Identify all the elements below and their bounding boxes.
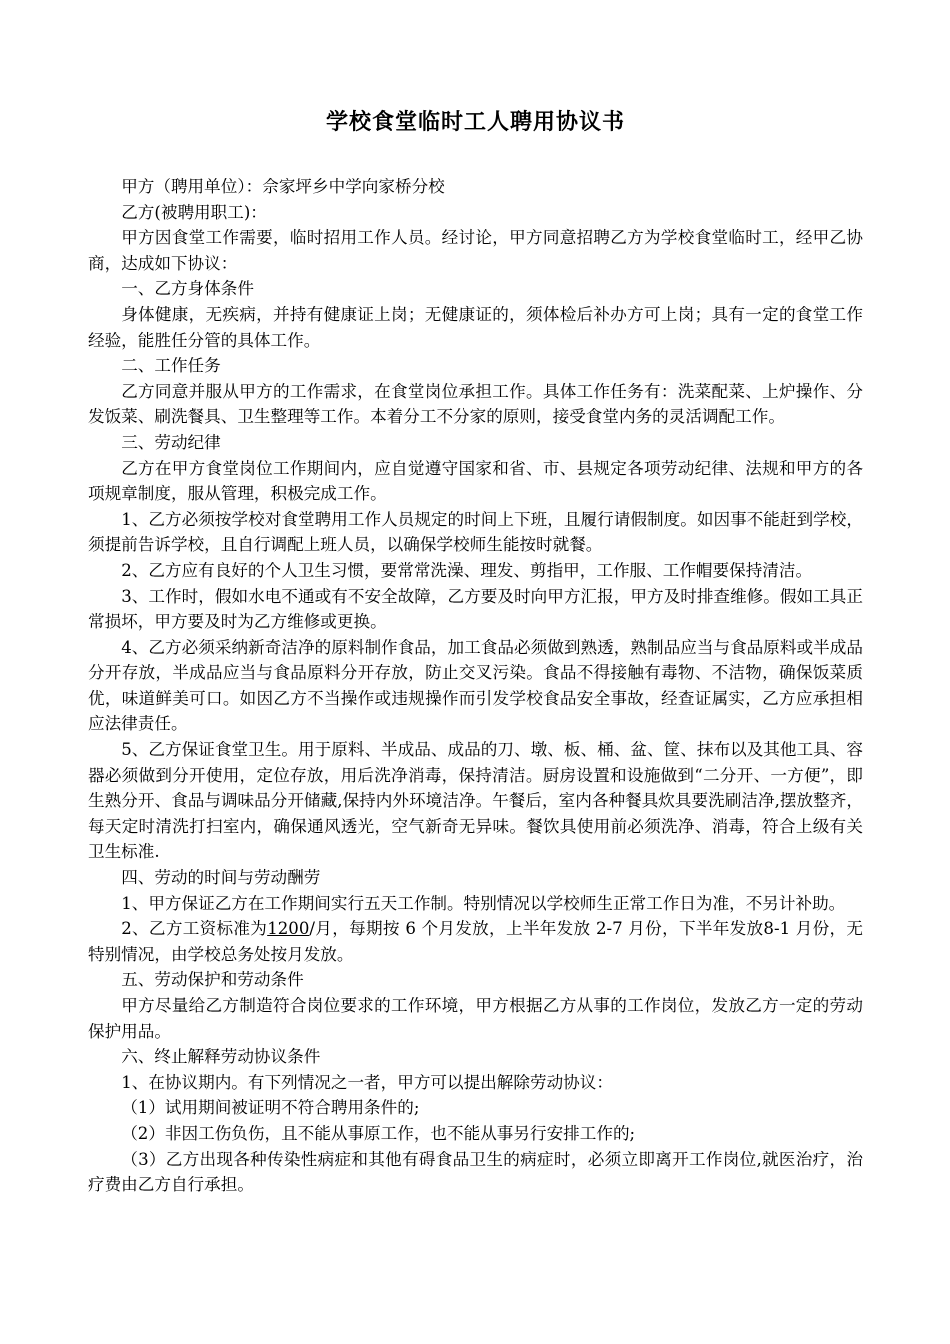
section-2-text: 乙方同意并服从甲方的工作需求，在食堂岗位承担工作。具体工作任务有：洗菜配菜、上炉操作、分发饭菜、刷洗餐具、卫生整理等工作。本着分工不分家的原则，接受食堂内务的灵活调配工作。 [88, 381, 863, 427]
wage-amount: 1200 [267, 919, 310, 939]
section-4-item-1: 1、甲方保证乙方在工作期间实行五天工作制。特别情况以学校师生正常工作日为准，不另计补助。 [121, 893, 846, 913]
section-1-heading: 一、乙方身体条件 [121, 279, 254, 299]
section-6-item-1: 1、在协议期内。有下列情况之一者，甲方可以提出解除劳动协议： [121, 1072, 613, 1092]
wage-prefix: 2、乙方工资标准为 [121, 919, 268, 939]
section-6-sub-2: （2）非因工伤负伤，且不能从事原工作，也不能从事另行安排工作的; [121, 1123, 636, 1143]
section-3-heading: 三、劳动纪律 [121, 432, 221, 452]
section-6-sub-3: （3）乙方出现各种传染性病症和其他有碍食品卫生的病症时，必须立即离开工作岗位,就医治疗，治疗费由乙方自行承担。 [88, 1149, 863, 1195]
section-3-text: 乙方在甲方食堂岗位工作期间内，应自觉遵守国家和省、市、县规定各项劳动纪律、法规和甲方的各项规章制度，服从管理，积极完成工作。 [88, 458, 863, 504]
section-6-sub-1: （1）试用期间被证明不符合聘用条件的; [121, 1098, 420, 1118]
intro-paragraph: 甲方因食堂工作需要，临时招用工作人员。经讨论，甲方同意招聘乙方为学校食堂临时工，经甲乙协商，达成如下协议： [88, 228, 863, 273]
section-6-heading: 六、终止解释劳动协议条件 [121, 1047, 321, 1067]
section-3-item-4: 4、乙方必须采纳新奇洁净的原料制作食品，加工食品必须做到熟透，熟制品应当与食品原料或半成品分开存放，半成品应当与食品原料分开存放，防止交叉污染。食品不得接触有毒物、不洁物，确保饭菜质优，味道鲜美可口。如因乙方不当操作或违规操作而引发学校食品安全事故，经查证属实，乙方应承担相应法律责任。 [88, 637, 863, 734]
section-5-text: 甲方尽量给乙方制造符合岗位要求的工作环境，甲方根据乙方从事的工作岗位，发放乙方一定的劳动保护用品。 [88, 996, 863, 1041]
party-b: 乙方(被聘用职工)： [121, 202, 267, 222]
section-1-text: 身体健康，无疾病，并持有健康证上岗；无健康证的，须体检后补办方可上岗；具有一定的食堂工作经验，能胜任分管的具体工作。 [88, 304, 863, 350]
section-3-item-5: 5、乙方保证食堂卫生。用于原料、半成品、成品的刀、墩、板、桶、盆、筐、抹布以及其他工具、容器必须做到分开使用，定位存放，用后洗净消毒，保持清洁。厨房设置和设施做到“二分开、一方便”，即生熟分开、食品与调味品分开储藏,保持内外环境洁净。午餐后，室内各种餐具炊具要洗刷洁净,摆放整齐，每天定时清洗打扫室内，确保通风透光，空气新奇无异味。餐饮具使用前必须洗净、消毒，符合上级有关卫生标准. [88, 740, 863, 862]
section-2-heading: 二、工作任务 [121, 356, 221, 376]
document-page [88, 100, 863, 1198]
party-a: 甲方（聘用单位）：佘家坪乡中学向家桥分校 [121, 177, 445, 196]
wage-suffix: /月，每期按 6 个月发放，上半年发放 2-7 月份，下半年发放8-1 月份，无特别情况，由学校总务处按月发放。 [88, 919, 863, 964]
section-5-heading: 五、劳动保护和劳动条件 [121, 970, 304, 990]
section-4-heading: 四、劳动的时间与劳动酬劳 [121, 868, 321, 888]
section-3-item-2: 2、乙方应有良好的个人卫生习惯，要常常洗澡、理发、剪指甲，工作服、工作帽要保持清洁。 [121, 560, 813, 580]
section-3-item-3: 3、工作时，假如水电不通或有不安全故障，乙方要及时向甲方汇报，甲方及时排查维修。假如工具正常损坏，甲方要及时为乙方维修或更换。 [88, 586, 863, 632]
section-4-item-2 [88, 916, 863, 967]
page-title: 学校食堂临时工人聘用协议书 [325, 110, 625, 135]
section-3-item-1: 1、乙方必须按学校对食堂聘用工作人员规定的时间上下班，且履行请假制度。如因事不能赶到学校，须提前告诉学校，且自行调配上班人员，以确保学校师生能按时就餐。 [88, 509, 863, 555]
